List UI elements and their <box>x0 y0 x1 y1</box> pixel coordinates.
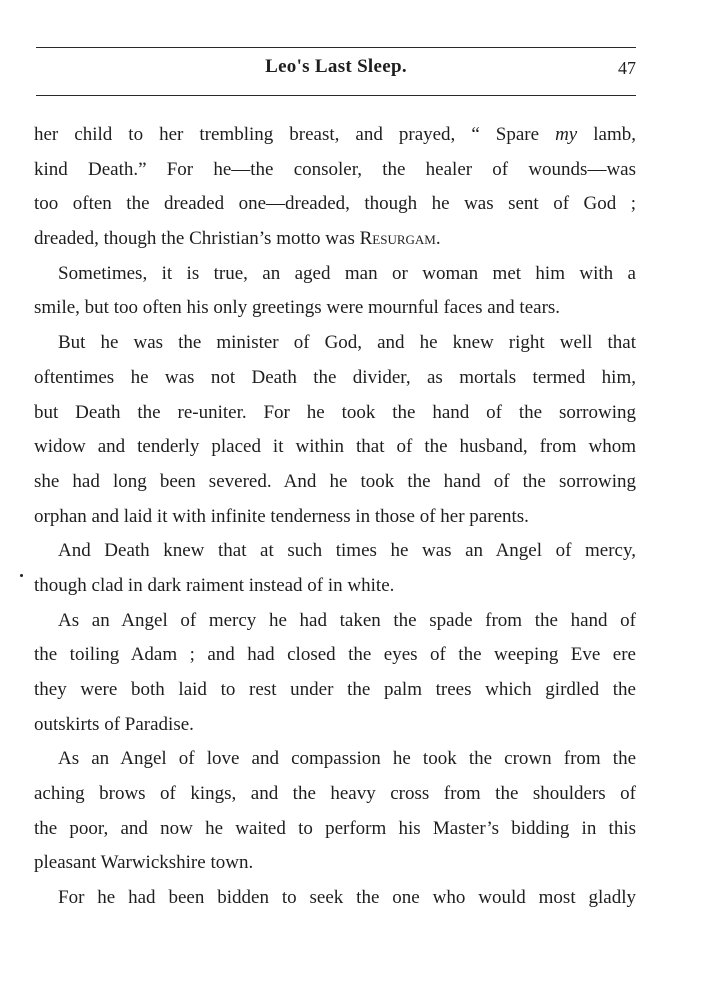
text-run: but Death the re-uniter. For he took the hand of the sorrowing <box>34 401 636 423</box>
page-number: 47 <box>618 58 636 78</box>
text-run: lamb, <box>577 124 636 145</box>
text-line <box>34 673 636 708</box>
text-line <box>34 465 636 500</box>
text-line <box>34 604 636 639</box>
text-line <box>34 396 636 431</box>
text-line <box>34 881 636 916</box>
text-line <box>34 500 636 535</box>
text-run: the poor, and now he waited to perform his Master’s bidding in this <box>34 817 636 839</box>
text-run: too often the dreaded one—dreaded, though he was sent of God ; <box>34 193 636 215</box>
header-rule-top <box>36 47 636 48</box>
text-run: aching brows of kings, and the heavy cross from the shoulders of <box>34 783 636 805</box>
text-run: But he was the minister of God, and he knew right well that <box>58 332 636 354</box>
text-run: For he had been bidden to seek the one who would most gladly <box>58 887 636 909</box>
text-run: she had long been severed. And he took the hand of the sorrowing <box>34 470 636 492</box>
text-run: my <box>555 124 578 145</box>
text-run: oftentimes he was not Death the divider, as mortals termed him, <box>34 366 636 388</box>
text-run: dreaded, though the Christian’s motto was <box>34 228 360 250</box>
text-line <box>34 777 636 812</box>
text-run: smile, but too often his only greetings were mournful faces and tears. <box>34 297 561 319</box>
text-line <box>34 430 636 465</box>
text-run: . <box>435 228 441 250</box>
header-rule-bottom <box>36 95 636 96</box>
text-run: outskirts of Paradise. <box>34 713 194 735</box>
text-line <box>34 708 636 743</box>
text-line <box>34 742 636 777</box>
running-title: Leo's Last Sleep. <box>265 56 407 77</box>
text-run: As an Angel of love and compassion he took the crown from the <box>58 748 636 770</box>
text-run: widow and tenderly placed it within that of the husband, from whom <box>34 436 636 458</box>
text-line <box>34 187 636 222</box>
text-run: though clad in dark raiment instead of in white. <box>34 574 395 596</box>
text-line <box>34 569 636 604</box>
text-run: the toiling Adam ; and had closed the eyes of the weeping Eve ere <box>34 644 636 666</box>
text-line <box>34 638 636 673</box>
text-run: they were both laid to rest under the palm trees which girdled the <box>34 679 636 700</box>
text-line <box>34 118 636 153</box>
text-run: Resurgam <box>359 228 436 250</box>
body-text <box>34 118 636 916</box>
text-run: orphan and laid it with infinite tenderness in those of her parents. <box>34 505 529 527</box>
text-line <box>34 846 636 881</box>
text-line <box>34 534 636 569</box>
text-line <box>34 153 636 188</box>
text-run: her child to her trembling breast, and prayed, “ Spare <box>34 124 556 145</box>
text-run: And Death knew that at such times he was an Angel of mercy, <box>58 540 636 562</box>
text-line <box>34 291 636 326</box>
text-run: As an Angel of mercy he had taken the spade from the hand of <box>58 609 636 631</box>
text-line <box>34 361 636 396</box>
text-line <box>34 257 636 292</box>
text-line <box>34 326 636 361</box>
text-run: pleasant Warwickshire town. <box>34 852 254 874</box>
ink-speck <box>20 574 23 577</box>
text-line <box>34 222 636 257</box>
text-line <box>34 812 636 847</box>
text-run: Sometimes, it is true, an aged man or woman met him with a <box>58 262 636 284</box>
text-run: kind Death.” For he—the consoler, the healer of wounds—was <box>34 158 636 180</box>
